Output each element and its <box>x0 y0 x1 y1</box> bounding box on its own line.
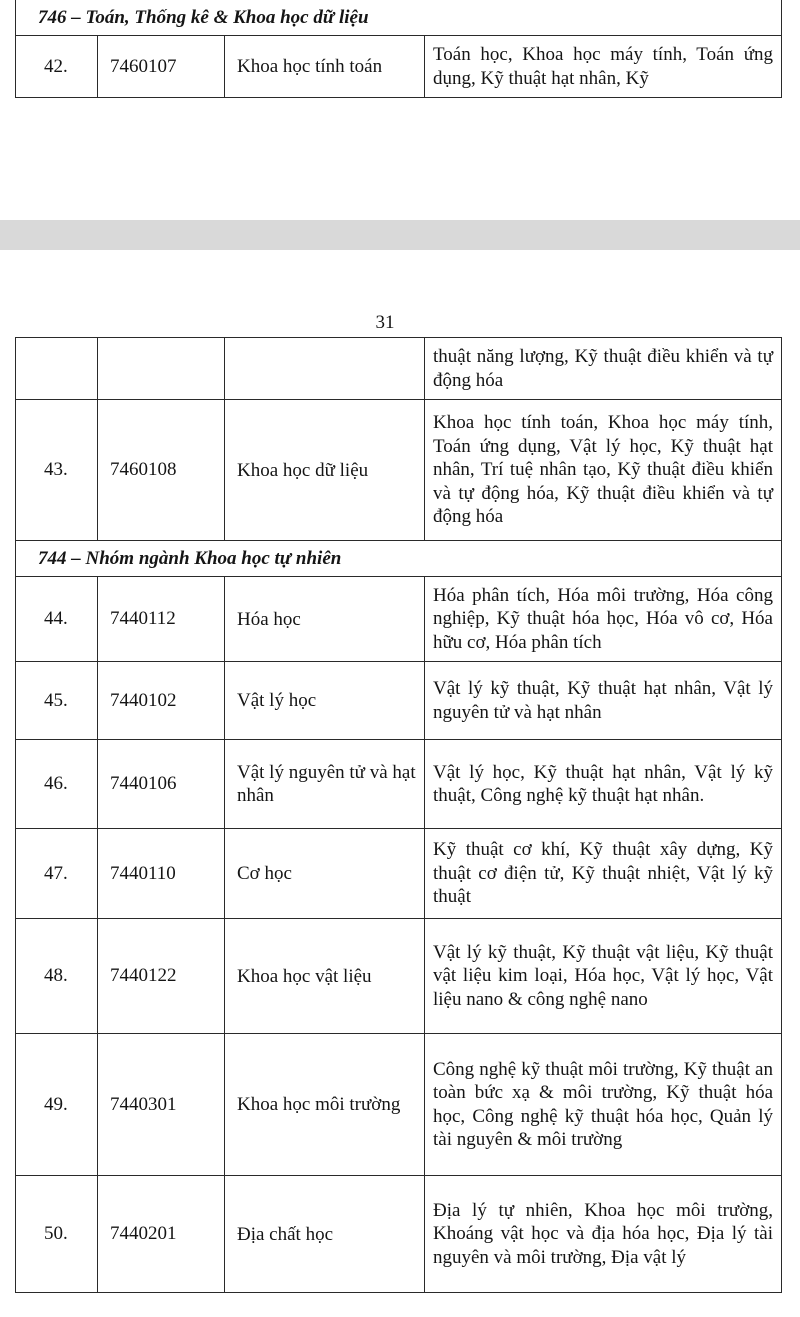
related-programs: Vật lý kỹ thuật, Kỹ thuật hạt nhân, Vật lý nguyên tử và hạt nhân <box>425 662 782 740</box>
empty-cell <box>16 338 98 400</box>
page-number: 31 <box>375 312 395 333</box>
row-number: 44. <box>16 577 98 662</box>
program-code: 7440201 <box>98 1176 225 1293</box>
table-row <box>16 1034 782 1176</box>
program-code: 7460107 <box>98 36 225 98</box>
table-row <box>16 919 782 1034</box>
related-programs: Địa lý tự nhiên, Khoa học môi trường, Khoáng vật học và địa hóa học, Địa lý tài nguyên và môi trường, Địa vật lý <box>425 1176 782 1293</box>
row-number: 47. <box>16 829 98 919</box>
program-name: Vật lý học <box>225 662 425 740</box>
program-name: Khoa học môi trường <box>225 1034 425 1176</box>
related-programs: Công nghệ kỹ thuật môi trường, Kỹ thuật an toàn bức xạ & môi trường, Kỹ thuật hóa học, Công nghệ kỹ thuật hóa học, Quản lý tài nguyên & môi trường <box>425 1034 782 1176</box>
previous-page-fragment <box>0 0 800 220</box>
related-programs: Vật lý kỹ thuật, Kỹ thuật vật liệu, Kỹ thuật vật liệu kim loại, Hóa học, Vật lý học, Vật liệu nano & công nghệ nano <box>425 919 782 1034</box>
table-row <box>16 400 782 541</box>
program-code: 7440102 <box>98 662 225 740</box>
group-header-row <box>16 541 782 577</box>
program-name: Khoa học vật liệu <box>225 919 425 1034</box>
continuation-row <box>16 338 782 400</box>
related-programs: Khoa học tính toán, Khoa học máy tính, Toán ứng dụng, Vật lý học, Kỹ thuật hạt nhân, Trí tuệ nhân tạo, Kỹ thuật điều khiển và tự động hóa, Kỹ thuật điều khiển và tự động hóa <box>425 400 782 541</box>
group-title-744: 744 – Nhóm ngành Khoa học tự nhiên <box>16 541 782 577</box>
program-code: 7440112 <box>98 577 225 662</box>
program-name: Khoa học tính toán <box>225 36 425 98</box>
program-name: Địa chất học <box>225 1176 425 1293</box>
row-number: 45. <box>16 662 98 740</box>
empty-cell <box>225 338 425 400</box>
program-code: 7440301 <box>98 1034 225 1176</box>
program-name: Khoa học dữ liệu <box>225 400 425 541</box>
related-programs-continued: thuật năng lượng, Kỹ thuật điều khiển và tự động hóa <box>425 338 782 400</box>
program-name: Cơ học <box>225 829 425 919</box>
programs-table-fragment <box>15 0 782 98</box>
related-programs: Hóa phân tích, Hóa môi trường, Hóa công nghiệp, Kỹ thuật hóa học, Hóa vô cơ, Hóa hữu cơ, Hóa phân tích <box>425 577 782 662</box>
programs-table <box>15 337 782 1293</box>
table-row <box>16 577 782 662</box>
row-number: 42. <box>16 36 98 98</box>
program-code: 7460108 <box>98 400 225 541</box>
program-code: 7440110 <box>98 829 225 919</box>
table-row <box>16 740 782 829</box>
group-header-row <box>16 0 782 36</box>
row-number: 48. <box>16 919 98 1034</box>
table-row <box>16 829 782 919</box>
page-separator <box>0 220 800 250</box>
empty-cell <box>98 338 225 400</box>
table-row <box>16 662 782 740</box>
row-number: 50. <box>16 1176 98 1293</box>
table-row <box>16 1176 782 1293</box>
program-name: Vật lý nguyên tử và hạt nhân <box>225 740 425 829</box>
program-code: 7440122 <box>98 919 225 1034</box>
program-name: Hóa học <box>225 577 425 662</box>
row-number: 43. <box>16 400 98 541</box>
program-code: 7440106 <box>98 740 225 829</box>
table-row <box>16 36 782 98</box>
related-programs: Toán học, Khoa học máy tính, Toán ứng dụng, Kỹ thuật hạt nhân, Kỹ <box>425 36 782 98</box>
row-number: 49. <box>16 1034 98 1176</box>
related-programs: Kỹ thuật cơ khí, Kỹ thuật xây dựng, Kỹ thuật cơ điện tử, Kỹ thuật nhiệt, Vật lý kỹ thuật <box>425 829 782 919</box>
row-number: 46. <box>16 740 98 829</box>
related-programs: Vật lý học, Kỹ thuật hạt nhân, Vật lý kỹ thuật, Công nghệ kỹ thuật hạt nhân. <box>425 740 782 829</box>
group-title-746: 746 – Toán, Thống kê & Khoa học dữ liệu <box>16 0 782 36</box>
